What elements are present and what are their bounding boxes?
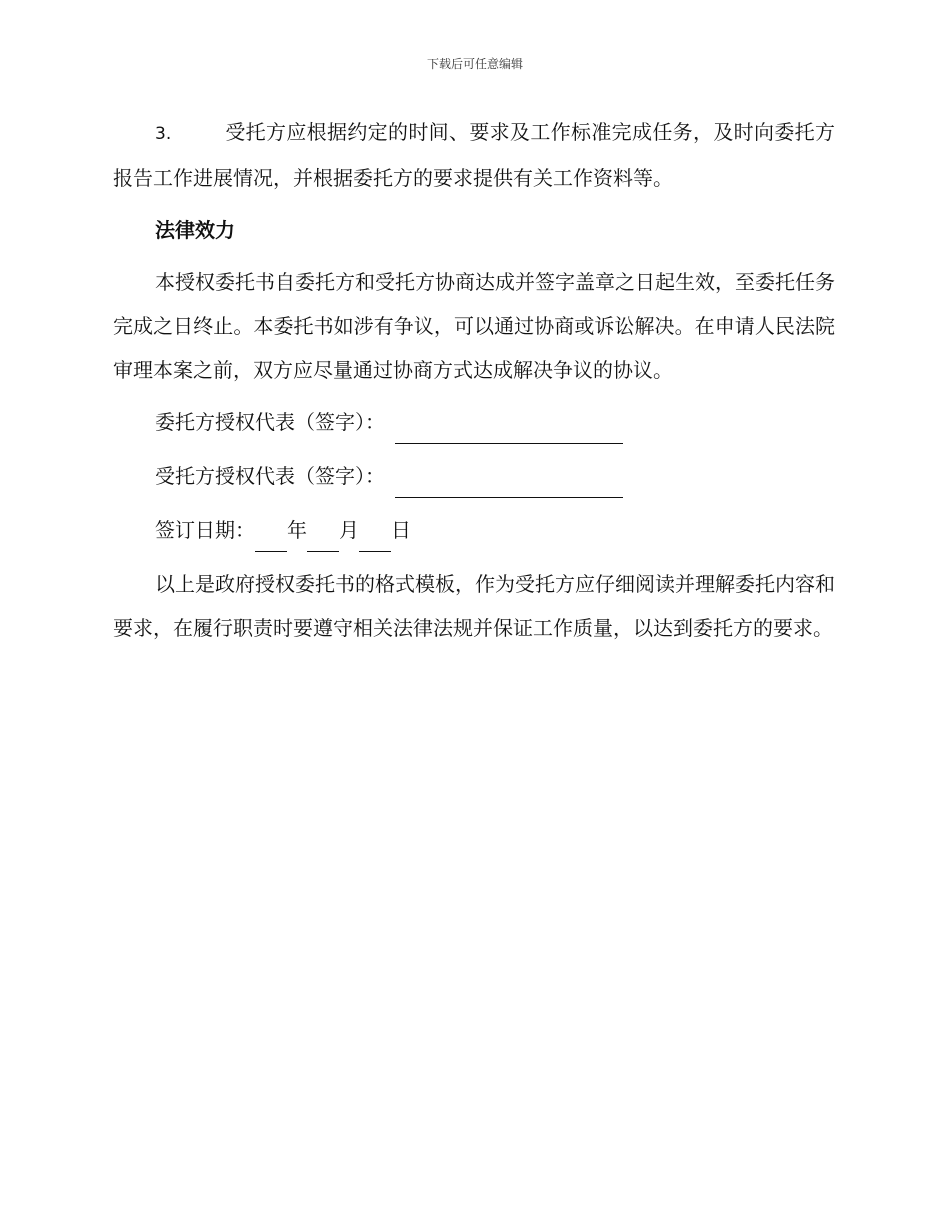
principal-signature-blank[interactable] — [395, 413, 623, 444]
year-label: 年 — [287, 518, 307, 542]
principal-signature-label: 委托方授权代表（签字）： — [155, 410, 385, 434]
section-heading-legal-effect: 法律效力 — [155, 218, 235, 242]
closing-paragraph: 以上是政府授权委托书的格式模板，作为受托方应仔细阅读并理解委托内容和要求，在履行职责时要遵守相关法律法规并保证工作质量，以达到委托方的要求。 — [113, 572, 835, 640]
header-note: 下载后可任意编辑 — [426, 57, 523, 71]
signing-date-line — [155, 508, 835, 552]
principal-signature-line — [155, 400, 835, 444]
day-label: 日 — [391, 518, 411, 542]
agent-signature-blank[interactable] — [395, 467, 623, 498]
signing-date-label: 签订日期： — [155, 518, 255, 542]
agent-signature-label: 受托方授权代表（签字）： — [155, 464, 385, 488]
year-blank[interactable] — [255, 521, 287, 552]
item-number: 3. — [155, 124, 172, 144]
day-blank[interactable] — [359, 521, 391, 552]
legal-effect-paragraph: 本授权委托书自委托方和受托方协商达成并签字盖章之日起生效，至委托任务完成之日终止。本委托书如涉有争议，可以通过协商或诉讼解决。在申请人民法院审理本案之前，双方应尽量通过协商方式达成解决争议的协议。 — [113, 270, 835, 382]
month-blank[interactable] — [307, 521, 339, 552]
item-3-paragraph — [113, 110, 835, 200]
item-3-text: 受托方应根据约定的时间、要求及工作标准完成任务，及时向委托方报告工作进展情况，并根据委托方的要求提供有关工作资料等。 — [113, 120, 835, 190]
document-body — [113, 110, 835, 658]
agent-signature-line — [155, 454, 835, 498]
month-label: 月 — [339, 518, 359, 542]
